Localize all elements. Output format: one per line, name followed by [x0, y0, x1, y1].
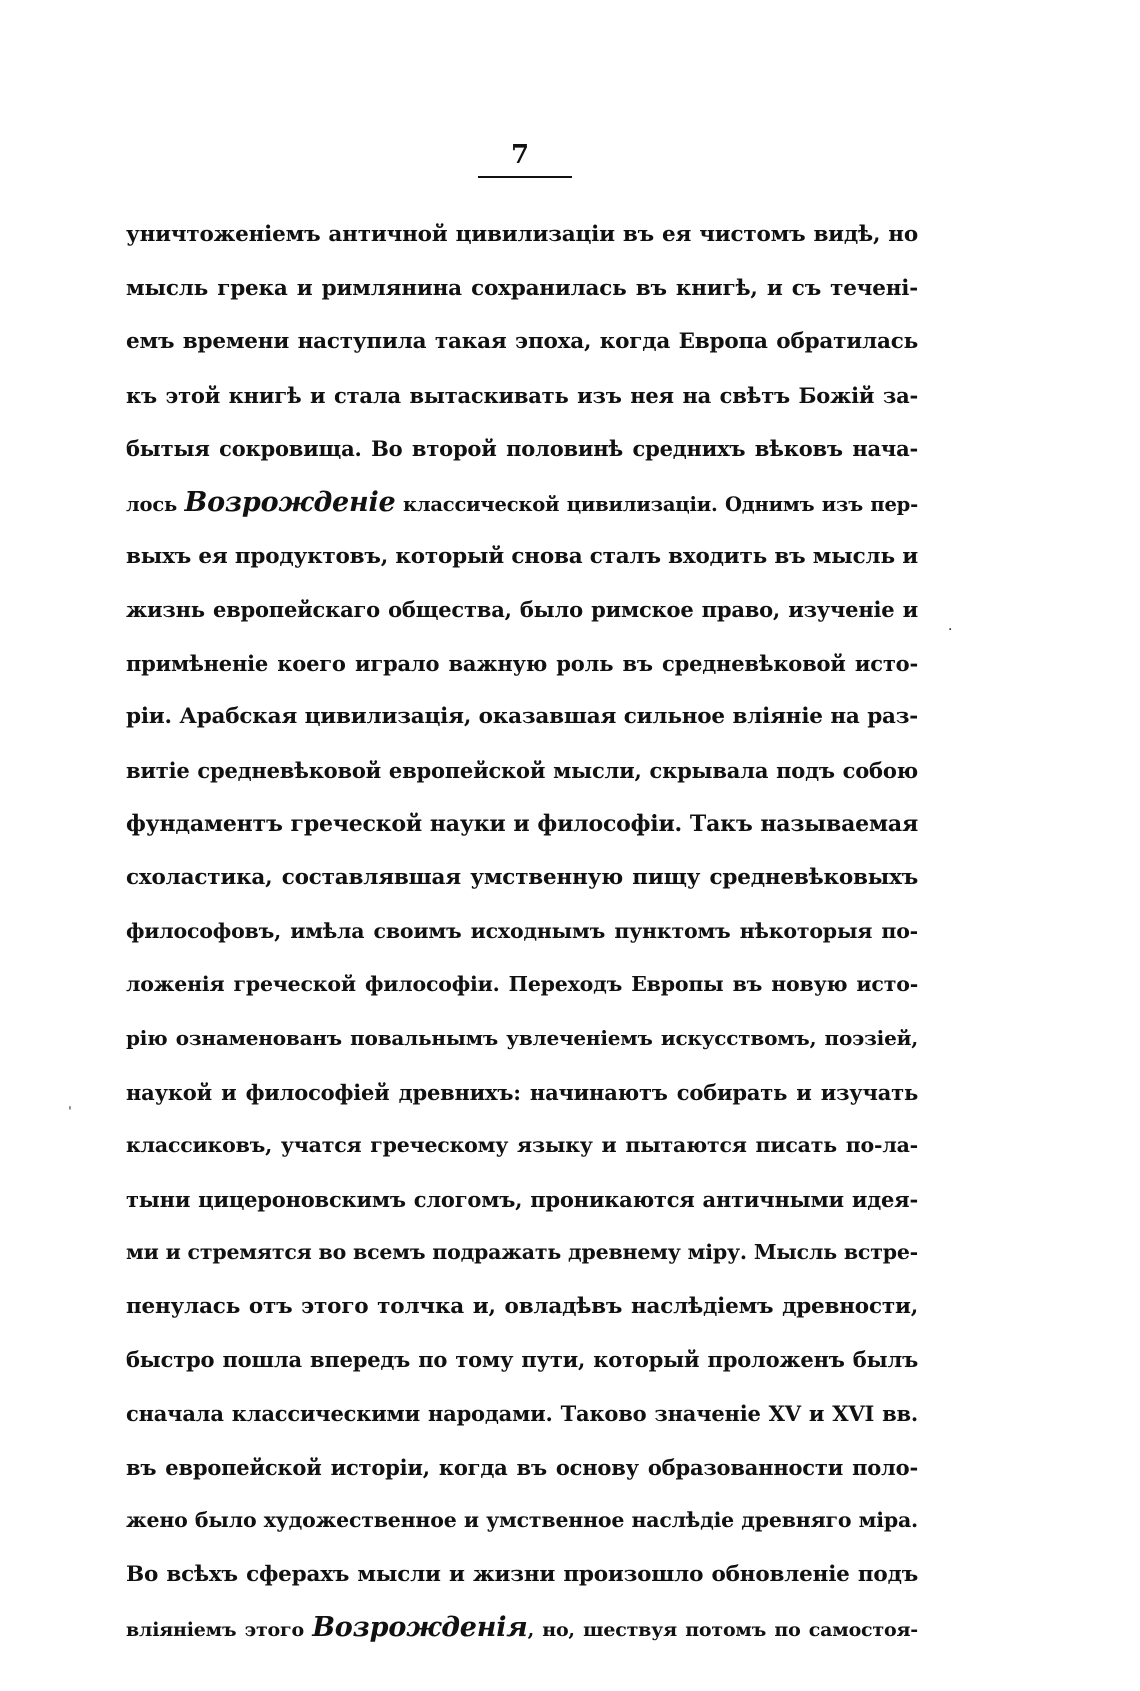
stray-ink-mark: · [948, 622, 953, 638]
page-number-rule [478, 176, 572, 178]
text-line: ріи. Арабская цивилизація, оказавшая сильное вліяніе на раз- [126, 704, 918, 730]
text-line: философовъ, имѣла своимъ исходнымъ пунктомъ нѣкоторыя по- [126, 918, 918, 943]
text-line: рію ознаменованъ повальнымъ увлеченіемъ искусствомъ, поэзіей, [126, 1025, 918, 1050]
text-line: лось Возрожденіе классической цивилизаціи. Однимъ изъ пер- [126, 486, 919, 518]
text-line: Во всѣхъ сферахъ мысли и жизни произошло обновленіе подъ [126, 1561, 918, 1587]
body-text [126, 208, 918, 1655]
text-line: въ европейской исторіи, когда въ основу образованности поло- [126, 1454, 918, 1480]
text-line: ложенія греческой философіи. Переходъ Европы въ новую исто- [126, 972, 918, 997]
text-line: схоластика, составлявшая умственную пищу средневѣковыхъ [126, 865, 918, 891]
text-line: сначала классическими народами. Таково значеніе XV и XVI вв. [126, 1401, 918, 1427]
text-line: примѣненіе коего играло важную роль въ средневѣковой исто- [126, 650, 918, 676]
text-line: классиковъ, учатся греческому языку и пытаются писать по-ла- [126, 1133, 918, 1158]
text-line: бытыя сокровища. Во второй половинѣ среднихъ вѣковъ нача- [126, 436, 918, 462]
text-line: емъ времени наступила такая эпоха, когда Европа обратилась [126, 329, 918, 355]
text-line: наукой и философіей древнихъ: начинаютъ собирать и изучать [126, 1079, 918, 1105]
italic-term: Возрожденіе [184, 486, 396, 518]
text-line: ми и стремятся во всемъ подражать древнему міру. Мысль встре- [126, 1240, 918, 1265]
italic-term: Возрожденія [312, 1612, 528, 1644]
stray-ink-mark: ˌ [68, 1096, 72, 1112]
text-line: жизнь европейскаго общества, было римское право, изученіе и [126, 597, 918, 623]
text-line: мысль грека и римлянина сохранилась въ книгѣ, и съ теченi- [126, 275, 918, 301]
text-line: жено было художественное и умственное наслѣдіе древняго міра. [126, 1508, 918, 1533]
text-line: къ этой книгѣ и стала вытаскивать изъ нея на свѣтъ Божій за- [126, 382, 918, 408]
text-line: пенулась отъ этого толчка и, овладѣвъ наслѣдіемъ древности, [126, 1293, 918, 1319]
page-number: 7 [510, 140, 530, 170]
text-line: витіе средневѣковой европейской мысли, скрывала подъ собою [126, 757, 918, 783]
text-line: быстро пошла впередъ по тому пути, который проложенъ былъ [126, 1347, 918, 1373]
text-line: фундаментъ греческой науки и философіи. Такъ называемая [126, 810, 918, 837]
text-line: выхъ ея продуктовъ, который снова сталъ входить въ мысль и [126, 543, 918, 569]
text-line: тыни цицероновскимъ слогомъ, проникаются античными идея- [126, 1186, 918, 1212]
text-line: вліяніемъ этого Возрожденія, но, шествуя потомъ по самостоя- [126, 1612, 918, 1644]
text-line: уничтоженіемъ античной цивилизаціи въ ея чистомъ видѣ, но [126, 222, 918, 247]
